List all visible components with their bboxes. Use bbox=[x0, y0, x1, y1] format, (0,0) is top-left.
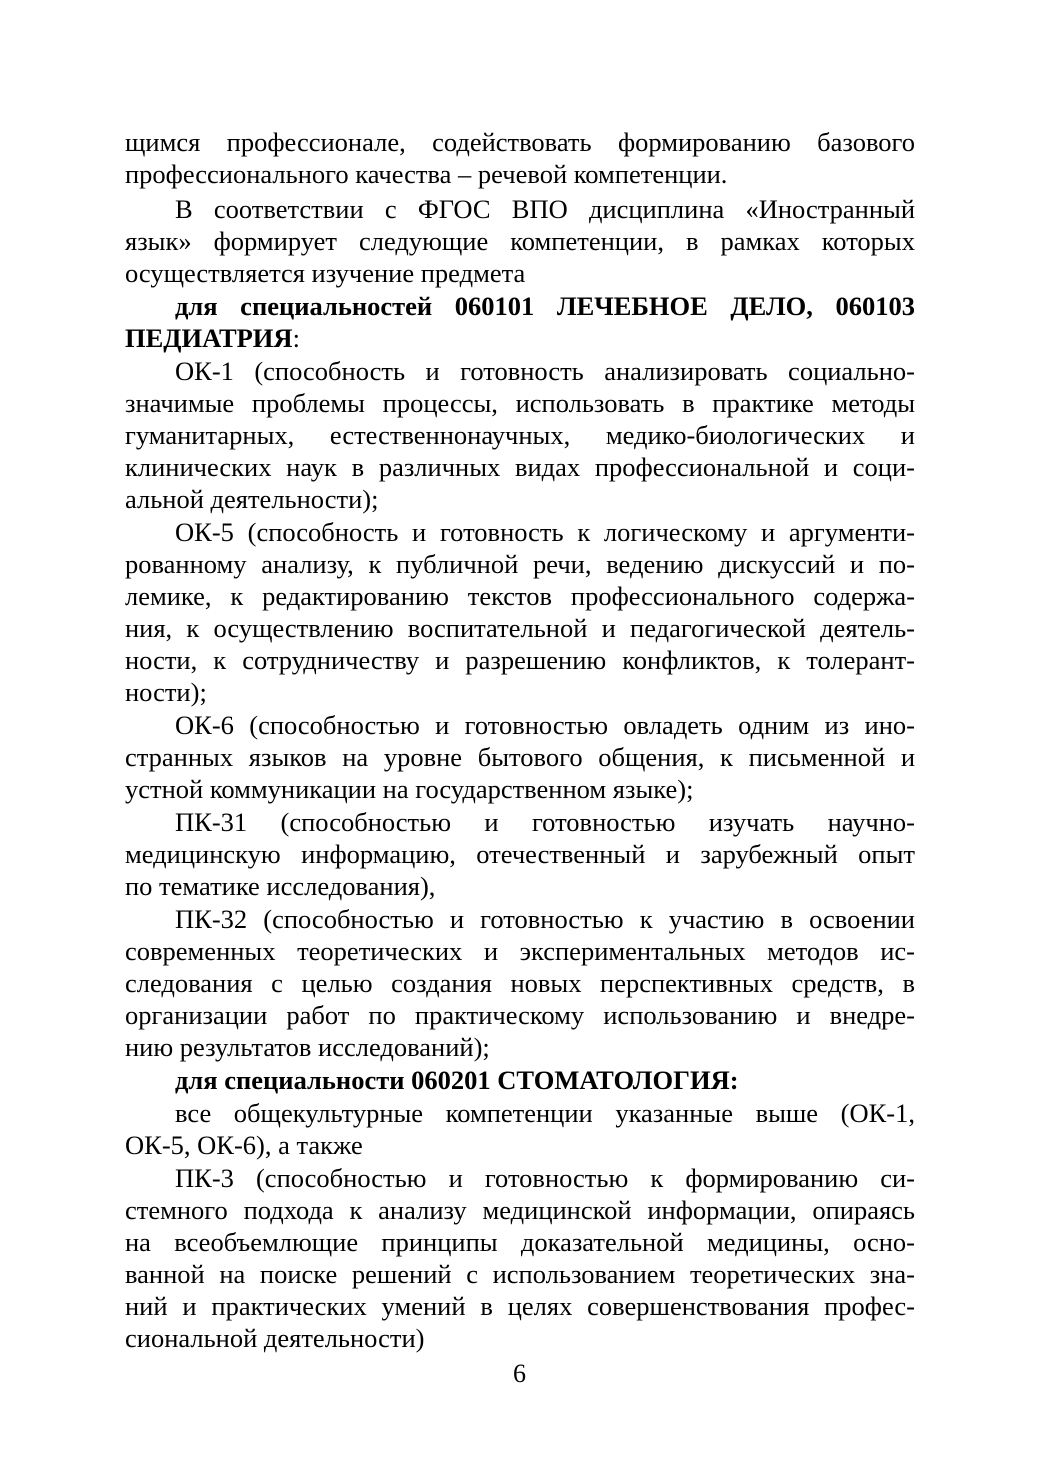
heading-colon: : bbox=[292, 323, 300, 353]
text-line: рованному анализу, к публичной речи, ведению дискуссий и по- bbox=[125, 549, 915, 579]
text-line: по тематике исследования), bbox=[125, 871, 436, 901]
text-line: В соответствии с ФГОС ВПО дисциплина «Иностранный bbox=[175, 194, 915, 224]
text-line: сиональной деятельности) bbox=[125, 1323, 425, 1353]
specialty-name: ПЕДИАТРИЯ bbox=[125, 323, 293, 353]
text-line: ПК-32 (способностью и готовностью к участию в освоении bbox=[175, 904, 915, 934]
text-line: щимся профессионале, содействовать формированию базового bbox=[125, 127, 915, 157]
text-line: осуществляется изучение предмета bbox=[125, 258, 526, 288]
text-line: медицинскую информацию, отечественный и зарубежный опыт bbox=[125, 839, 915, 869]
text-line: значимые проблемы процессы, использовать в практике методы bbox=[125, 388, 915, 418]
text-line: следования с целью создания новых перспективных средств, в bbox=[125, 968, 915, 998]
text-line: устной коммуникации на государственном языке); bbox=[125, 774, 694, 804]
text-line: ПК-31 (способностью и готовностью изучать научно- bbox=[175, 807, 915, 837]
text-line: организации работ по практическому использованию и внедре- bbox=[125, 1000, 915, 1030]
text-line: современных теоретических и экспериментальных методов ис- bbox=[125, 936, 915, 966]
text-line: язык» формирует следующие компетенции, в рамках которых bbox=[125, 226, 915, 256]
text-line: ОК-1 (способность и готовность анализировать социально- bbox=[175, 356, 915, 386]
text-line: клинических наук в различных видах профессиональной и соци- bbox=[125, 452, 915, 482]
text-line: альной деятельности); bbox=[125, 484, 379, 514]
text-line: ПК-3 (способностью и готовностью к формированию си- bbox=[175, 1163, 915, 1193]
text-line: ОК-5 (способность и готовность к логическому и аргументи- bbox=[175, 517, 915, 547]
text-line: ности, к сотрудничеству и разрешению конфликтов, к толерант- bbox=[125, 645, 915, 675]
text-line: стемного подхода к анализу медицинской информации, опираясь bbox=[125, 1195, 915, 1225]
text-line: гуманитарных, естественнонаучных, медико-биологических и bbox=[125, 420, 915, 450]
specialty-heading: для специальности 060201 СТОМАТОЛОГИЯ: bbox=[175, 1065, 739, 1095]
text-line: на всеобъемлющие принципы доказательной медицины, осно- bbox=[125, 1227, 915, 1257]
text-line: ния, к осуществлению воспитательной и педагогической деятель- bbox=[125, 613, 915, 643]
page-number: 6 bbox=[513, 1359, 526, 1388]
text-line: все общекультурные компетенции указанные выше (ОК-1, bbox=[175, 1098, 915, 1128]
text-line: странных языков на уровне бытового общения, к письменной и bbox=[125, 742, 915, 772]
text-line: ванной на поиске решений с использованием теоретических зна- bbox=[125, 1259, 915, 1289]
text-line: лемике, к редактированию текстов профессионального содержа- bbox=[125, 581, 915, 611]
text-line: ности); bbox=[125, 677, 207, 707]
specialty-heading: для специальностей 060101 ЛЕЧЕБНОЕ ДЕЛО, 060103 bbox=[175, 291, 915, 321]
text-line: ний и практических умений в целях совершенствования профес- bbox=[125, 1291, 915, 1321]
text-line: ОК-5, ОК-6), а также bbox=[125, 1130, 363, 1160]
specialty-heading-end bbox=[125, 322, 915, 354]
text-line: ОК-6 (способностью и готовностью овладеть одним из ино- bbox=[175, 710, 915, 740]
text-line: профессионального качества – речевой компетенции. bbox=[125, 159, 728, 189]
text-line: нию результатов исследований); bbox=[125, 1032, 490, 1062]
